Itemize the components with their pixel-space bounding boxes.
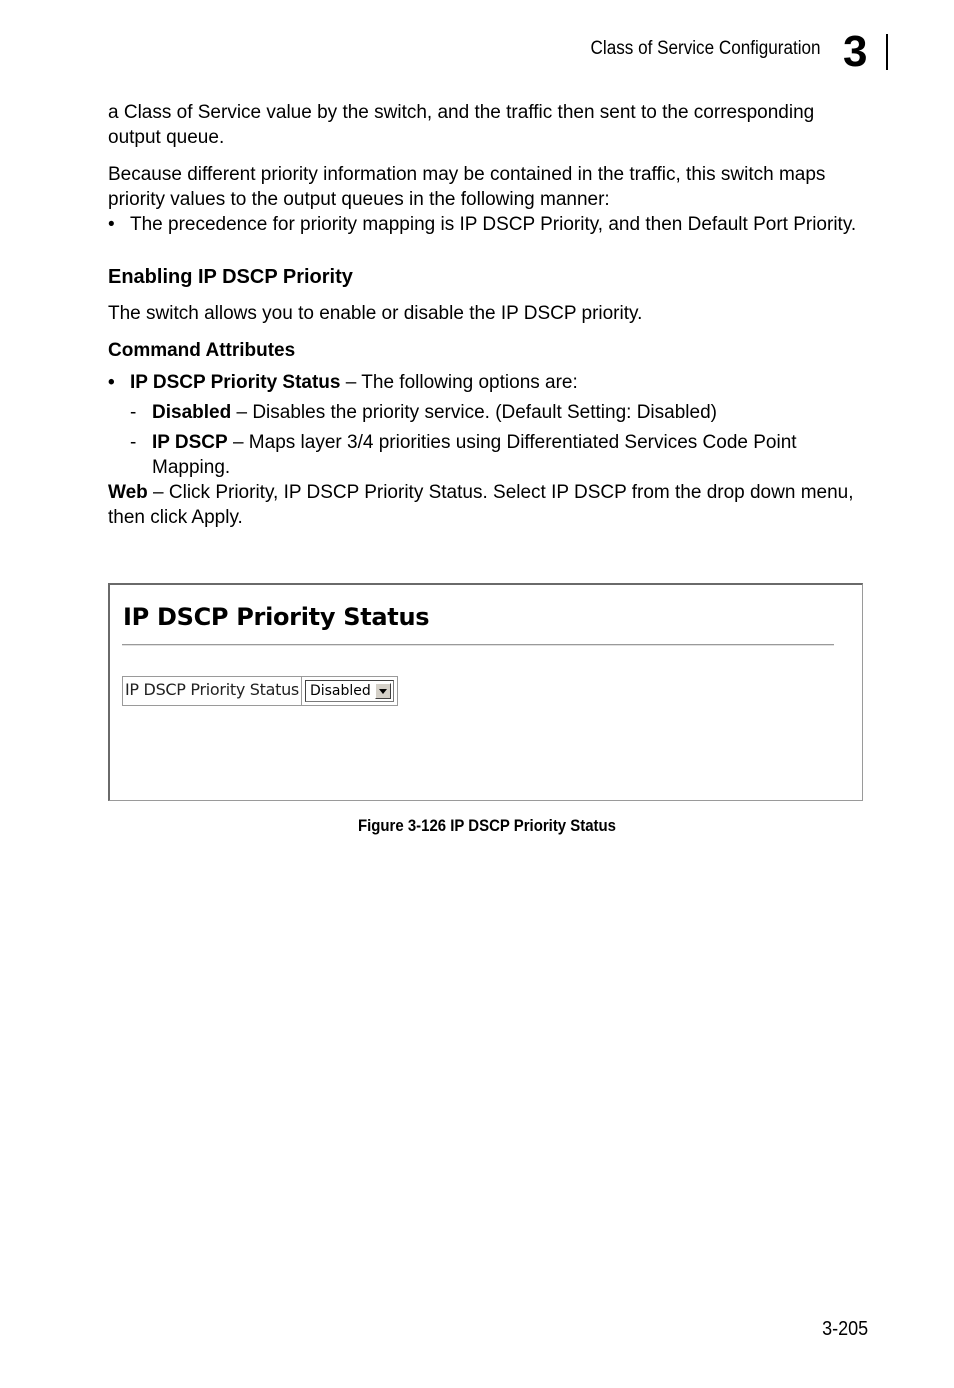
paragraph-priority: Because different priority information may be contained in the traffic, this switch maps priority values to the output queues in the following manner: [108,164,826,210]
dash-mark: - [130,432,137,453]
option-name: Disabled [152,402,232,423]
paragraph-web [108,480,868,530]
option-desc: – Maps layer 3/4 priorities using Differentiated Services Code Point Mapping. [152,432,797,478]
dash-mark: - [130,402,137,423]
bullet-mark: • [108,214,115,235]
priority-status-select[interactable] [305,680,394,702]
chevron-down-icon [379,689,387,694]
list-item [108,430,868,480]
title-rule [122,644,834,646]
list-item [108,370,868,395]
dropdown-button[interactable] [375,683,391,699]
paragraph-enable: The switch allows you to enable or disable the IP DSCP priority. [108,303,643,324]
panel-title: IP DSCP Priority Status [123,603,430,631]
page-number: 3-205 [821,1318,868,1340]
attributes-heading: Command Attributes [108,340,296,361]
list-item [108,400,868,425]
page-body [108,100,868,530]
option-name: IP DSCP [152,432,228,453]
bullet-mark: • [108,372,115,393]
attribute-name: IP DSCP Priority Status [130,372,341,393]
status-row [122,676,398,706]
figure-screenshot [108,583,863,801]
list-item [108,212,868,237]
bullet-text: The precedence for priority mapping is IP DSCP Priority, and then Default Port Priority. [130,214,857,235]
web-label: Web [108,482,148,503]
chapter-divider [886,34,888,70]
web-instructions: – Click Priority, IP DSCP Priority Status. Select IP DSCP from the drop down menu, then click Apply. [108,482,854,528]
section-title: Class of Service Configuration [590,38,821,59]
figure-caption: Figure 3-126 IP DSCP Priority Status [357,816,617,835]
field-label: IP DSCP Priority Status [123,677,302,705]
option-desc: – Disables the priority service. (Default Setting: Disabled) [231,402,717,423]
attribute-desc: – The following options are: [340,372,578,393]
paragraph-intro: a Class of Service value by the switch, and the traffic then sent to the corresponding output queue. [108,102,815,148]
chapter-number: 3 [843,27,868,76]
section-heading: Enabling IP DSCP Priority [108,266,353,288]
select-value: Disabled [309,683,371,699]
